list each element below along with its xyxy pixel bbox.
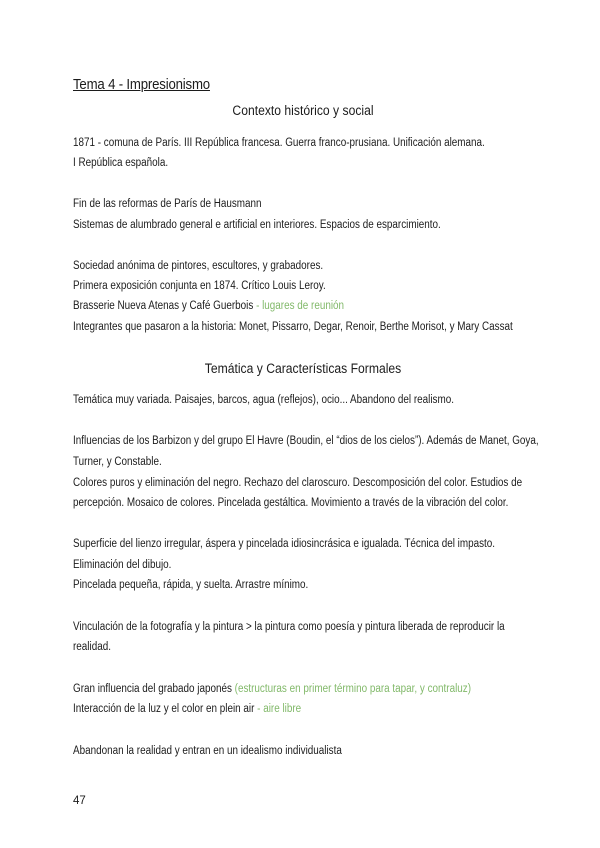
text-line: Sociedad anónima de pintores, escultores, y grabadores. — [73, 260, 324, 272]
text-line: I República española. — [73, 157, 169, 169]
text-line: Abandonan la realidad y entran en un idealismo individualista — [73, 745, 342, 757]
text-line: Influencias de los Barbizon y del grupo El Havre (Boudin, el “dios de los cielos”). Además de Manet, Goya, — [73, 435, 539, 447]
text-line — [73, 299, 344, 313]
text-line: Vinculación de la fotografía y la pintura > la pintura como poesía y pintura liberada de reproducir la — [73, 621, 505, 633]
page-number: 47 — [73, 795, 86, 807]
text-line: realidad. — [73, 641, 111, 653]
text-line: Pincelada pequeña, rápida, y suelta. Arrastre mínimo. — [73, 579, 309, 591]
highlight-note: (estructuras en primer término para tapar, y contraluz) — [234, 683, 472, 695]
text-line: Primera exposición conjunta en 1874. Crítico Louis Leroy. — [73, 280, 326, 292]
text-line — [73, 682, 471, 696]
text-line: Sistemas de alumbrado general e artificial en interiores. Espacios de esparcimiento. — [73, 219, 441, 231]
text-line: Turner, y Constable. — [73, 456, 162, 468]
text-line: percepción. Mosaico de colores. Pincelada gestáltica. Movimiento a través de la vibración del color. — [73, 497, 509, 509]
text-line: Temática muy variada. Paisajes, barcos, agua (reflejos), ocio... Abandono del realismo. — [73, 394, 454, 406]
highlight-note: - lugares de reunión — [253, 300, 345, 312]
text-segment: Gran influencia del grabado japonés — [73, 683, 235, 695]
text-line: Superficie del lienzo irregular, áspera y pincelada idiosincrásica e igualada. Técnica del impasto. — [73, 538, 496, 550]
section-heading-themes: Temática y Características Formales — [204, 361, 402, 376]
text-segment: Brasserie Nueva Atenas y Café Guerbois — [73, 300, 254, 312]
highlight-note: - aire libre — [254, 703, 302, 715]
text-line: 1871 - comuna de París. III República francesa. Guerra franco-prusiana. Unificación alemana. — [73, 137, 485, 149]
text-segment: Interacción de la luz y el color en plein air — [73, 703, 255, 715]
text-line — [73, 702, 301, 716]
text-line: Colores puros y eliminación del negro. Rechazo del claroscuro. Descomposición del color. Estudios de — [73, 477, 523, 489]
text-line: Integrantes que pasaron a la historia: Monet, Pissarro, Degar, Renoir, Berthe Morisot, y Mary Cassat — [73, 321, 513, 333]
page-title: Tema 4 - Impresionismo — [73, 76, 210, 93]
text-line: Eliminación del dibujo. — [73, 559, 172, 571]
text-line: Fin de las reformas de París de Hausmann — [73, 198, 262, 210]
section-heading-context: Contexto histórico y social — [232, 103, 374, 118]
